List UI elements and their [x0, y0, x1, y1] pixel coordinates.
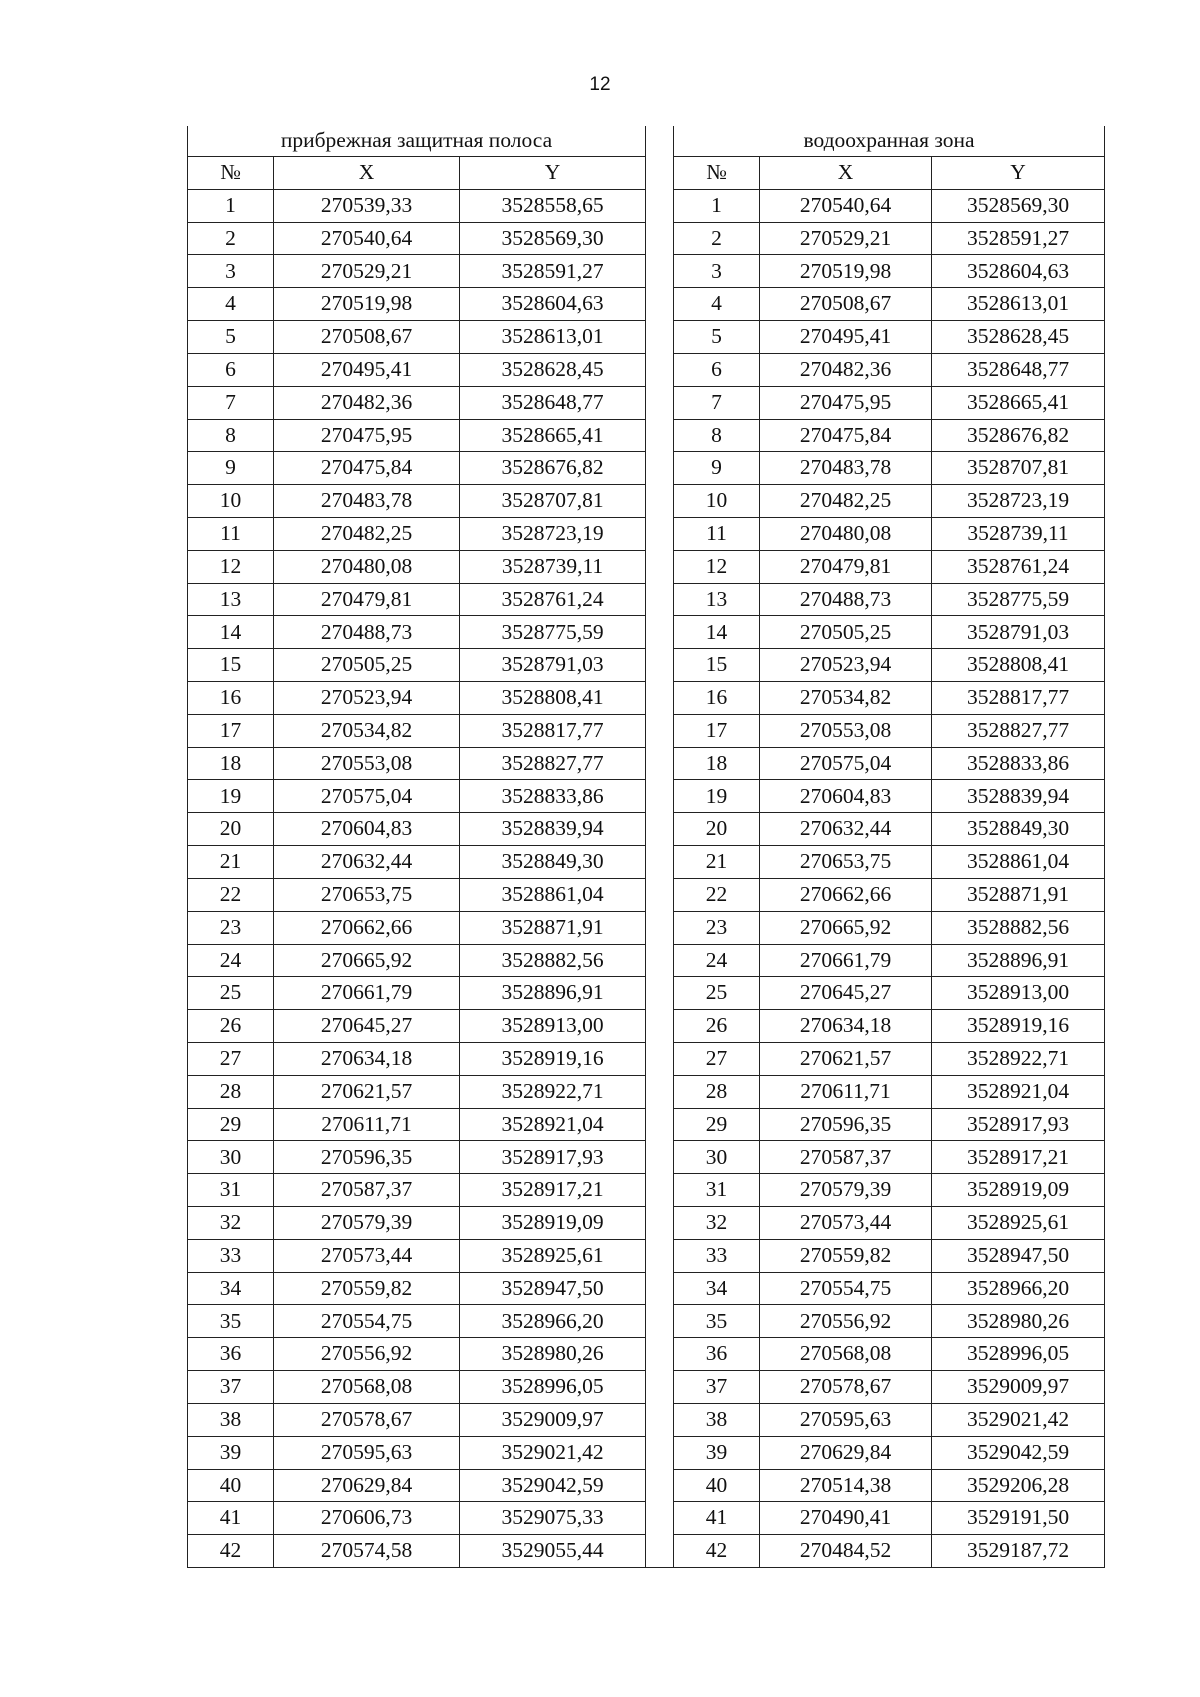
right-y-value: 3528996,05	[932, 1338, 1105, 1371]
right-x-value: 270629,84	[760, 1436, 932, 1469]
left-x-value: 270534,82	[274, 714, 460, 747]
right-x-value: 270475,95	[760, 386, 932, 419]
left-y-value: 3528569,30	[460, 222, 646, 255]
left-y-value: 3528613,01	[460, 321, 646, 354]
right-x-value: 270505,25	[760, 616, 932, 649]
right-point-number: 16	[674, 682, 760, 715]
right-y-value: 3528917,21	[932, 1141, 1105, 1174]
right-x-value: 270554,75	[760, 1272, 932, 1305]
left-y-value: 3528833,86	[460, 780, 646, 813]
right-point-number: 20	[674, 813, 760, 846]
left-point-number: 18	[188, 747, 274, 780]
left-x-value: 270523,94	[274, 682, 460, 715]
left-x-value: 270568,08	[274, 1371, 460, 1404]
left-x-value: 270529,21	[274, 255, 460, 288]
right-point-number: 10	[674, 485, 760, 518]
right-point-number: 7	[674, 386, 760, 419]
right-point-number: 8	[674, 419, 760, 452]
left-y-value: 3528839,94	[460, 813, 646, 846]
right-x-value: 270482,25	[760, 485, 932, 518]
left-num-header: №	[188, 157, 274, 190]
left-y-value: 3528604,63	[460, 288, 646, 321]
right-point-number: 6	[674, 353, 760, 386]
right-point-number: 17	[674, 714, 760, 747]
left-y-value: 3528922,71	[460, 1075, 646, 1108]
left-y-value: 3528808,41	[460, 682, 646, 715]
left-point-number: 12	[188, 550, 274, 583]
right-x-value: 270568,08	[760, 1338, 932, 1371]
right-point-number: 38	[674, 1403, 760, 1436]
left-y-value: 3528882,56	[460, 944, 646, 977]
right-x-value: 270519,98	[760, 255, 932, 288]
section-title-row	[188, 126, 1105, 157]
left-x-value: 270475,95	[274, 419, 460, 452]
right-x-value: 270595,63	[760, 1403, 932, 1436]
coordinates-table	[187, 126, 1105, 1568]
right-y-value: 3528919,09	[932, 1174, 1105, 1207]
left-y-value: 3528665,41	[460, 419, 646, 452]
right-x-value: 270596,35	[760, 1108, 932, 1141]
right-section-title: водоохранная зона	[674, 126, 1105, 157]
left-y-value: 3528817,77	[460, 714, 646, 747]
left-point-number: 41	[188, 1502, 274, 1535]
left-point-number: 39	[188, 1436, 274, 1469]
right-y-value: 3528947,50	[932, 1239, 1105, 1272]
right-x-value: 270559,82	[760, 1239, 932, 1272]
right-y-value: 3528849,30	[932, 813, 1105, 846]
right-y-value: 3528604,63	[932, 255, 1105, 288]
left-point-number: 35	[188, 1305, 274, 1338]
left-point-number: 6	[188, 353, 274, 386]
left-point-number: 9	[188, 452, 274, 485]
left-x-value: 270495,41	[274, 353, 460, 386]
right-x-value: 270514,38	[760, 1469, 932, 1502]
right-point-number: 14	[674, 616, 760, 649]
left-point-number: 3	[188, 255, 274, 288]
left-x-value: 270632,44	[274, 846, 460, 879]
right-point-number: 26	[674, 1010, 760, 1043]
right-x-value: 270575,04	[760, 747, 932, 780]
right-y-value: 3528966,20	[932, 1272, 1105, 1305]
left-point-number: 14	[188, 616, 274, 649]
left-x-value: 270634,18	[274, 1042, 460, 1075]
right-point-number: 18	[674, 747, 760, 780]
left-point-number: 13	[188, 583, 274, 616]
right-point-number: 34	[674, 1272, 760, 1305]
right-y-value: 3528665,41	[932, 386, 1105, 419]
left-point-number: 23	[188, 911, 274, 944]
left-y-value: 3528980,26	[460, 1338, 646, 1371]
left-point-number: 8	[188, 419, 274, 452]
page-number: 12	[589, 74, 611, 95]
left-x-value: 270587,37	[274, 1174, 460, 1207]
left-y-value: 3528739,11	[460, 550, 646, 583]
right-y-value: 3528723,19	[932, 485, 1105, 518]
left-point-number: 22	[188, 878, 274, 911]
left-point-number: 32	[188, 1207, 274, 1240]
right-x-value: 270662,66	[760, 878, 932, 911]
right-x-value: 270490,41	[760, 1502, 932, 1535]
left-y-value: 3528775,59	[460, 616, 646, 649]
right-x-value: 270495,41	[760, 321, 932, 354]
right-y-value: 3529206,28	[932, 1469, 1105, 1502]
left-x-value: 270559,82	[274, 1272, 460, 1305]
left-x-value: 270595,63	[274, 1436, 460, 1469]
right-x-value: 270483,78	[760, 452, 932, 485]
left-y-value: 3528707,81	[460, 485, 646, 518]
right-y-header: Y	[932, 157, 1105, 190]
left-y-value: 3528628,45	[460, 353, 646, 386]
left-y-value: 3528919,09	[460, 1207, 646, 1240]
right-y-value: 3528591,27	[932, 222, 1105, 255]
left-point-number: 42	[188, 1535, 274, 1568]
left-point-number: 33	[188, 1239, 274, 1272]
left-point-number: 17	[188, 714, 274, 747]
right-point-number: 11	[674, 517, 760, 550]
left-x-value: 270662,66	[274, 911, 460, 944]
left-y-value: 3528723,19	[460, 517, 646, 550]
right-point-number: 5	[674, 321, 760, 354]
left-point-number: 20	[188, 813, 274, 846]
right-y-value: 3528925,61	[932, 1207, 1105, 1240]
right-y-value: 3528628,45	[932, 321, 1105, 354]
left-y-value: 3528861,04	[460, 878, 646, 911]
right-x-value: 270634,18	[760, 1010, 932, 1043]
right-x-value: 270556,92	[760, 1305, 932, 1338]
right-x-value: 270645,27	[760, 977, 932, 1010]
left-x-value: 270645,27	[274, 1010, 460, 1043]
right-x-value: 270653,75	[760, 846, 932, 879]
right-point-number: 31	[674, 1174, 760, 1207]
right-y-value: 3528861,04	[932, 846, 1105, 879]
left-y-value: 3528917,21	[460, 1174, 646, 1207]
left-y-value: 3528791,03	[460, 649, 646, 682]
left-x-value: 270596,35	[274, 1141, 460, 1174]
right-x-value: 270479,81	[760, 550, 932, 583]
left-y-value: 3528925,61	[460, 1239, 646, 1272]
right-point-number: 13	[674, 583, 760, 616]
right-y-value: 3528980,26	[932, 1305, 1105, 1338]
right-y-value: 3528569,30	[932, 189, 1105, 222]
right-point-number: 36	[674, 1338, 760, 1371]
right-point-number: 37	[674, 1371, 760, 1404]
left-x-value: 270508,67	[274, 321, 460, 354]
right-y-value: 3528871,91	[932, 878, 1105, 911]
left-y-value: 3528966,20	[460, 1305, 646, 1338]
right-point-number: 1	[674, 189, 760, 222]
right-y-value: 3528775,59	[932, 583, 1105, 616]
left-y-value: 3529055,44	[460, 1535, 646, 1568]
left-point-number: 37	[188, 1371, 274, 1404]
left-x-header: X	[274, 157, 460, 190]
right-point-number: 25	[674, 977, 760, 1010]
right-point-number: 4	[674, 288, 760, 321]
right-point-number: 24	[674, 944, 760, 977]
right-x-value: 270604,83	[760, 780, 932, 813]
right-point-number: 40	[674, 1469, 760, 1502]
right-y-value: 3529042,59	[932, 1436, 1105, 1469]
right-x-value: 270553,08	[760, 714, 932, 747]
left-y-value: 3528996,05	[460, 1371, 646, 1404]
right-y-value: 3528761,24	[932, 550, 1105, 583]
right-y-value: 3528922,71	[932, 1042, 1105, 1075]
left-x-value: 270578,67	[274, 1403, 460, 1436]
right-x-value: 270508,67	[760, 288, 932, 321]
left-point-number: 24	[188, 944, 274, 977]
right-x-value: 270611,71	[760, 1075, 932, 1108]
left-x-value: 270475,84	[274, 452, 460, 485]
right-x-value: 270523,94	[760, 649, 932, 682]
left-point-number: 1	[188, 189, 274, 222]
left-point-number: 25	[188, 977, 274, 1010]
right-point-number: 35	[674, 1305, 760, 1338]
right-point-number: 19	[674, 780, 760, 813]
left-y-value: 3528917,93	[460, 1141, 646, 1174]
right-point-number: 28	[674, 1075, 760, 1108]
right-x-value: 270529,21	[760, 222, 932, 255]
right-y-value: 3529191,50	[932, 1502, 1105, 1535]
left-x-value: 270482,25	[274, 517, 460, 550]
right-x-header: X	[760, 157, 932, 190]
right-y-value: 3529187,72	[932, 1535, 1105, 1568]
left-point-number: 10	[188, 485, 274, 518]
right-y-value: 3528921,04	[932, 1075, 1105, 1108]
right-y-value: 3528817,77	[932, 682, 1105, 715]
left-x-value: 270621,57	[274, 1075, 460, 1108]
right-point-number: 9	[674, 452, 760, 485]
left-point-number: 16	[188, 682, 274, 715]
left-point-number: 36	[188, 1338, 274, 1371]
left-y-value: 3528921,04	[460, 1108, 646, 1141]
right-point-number: 33	[674, 1239, 760, 1272]
right-point-number: 30	[674, 1141, 760, 1174]
right-point-number: 39	[674, 1436, 760, 1469]
left-y-value: 3528761,24	[460, 583, 646, 616]
left-x-value: 270554,75	[274, 1305, 460, 1338]
right-point-number: 27	[674, 1042, 760, 1075]
right-point-number: 32	[674, 1207, 760, 1240]
left-y-value: 3528676,82	[460, 452, 646, 485]
left-x-value: 270519,98	[274, 288, 460, 321]
left-point-number: 11	[188, 517, 274, 550]
left-x-value: 270661,79	[274, 977, 460, 1010]
right-num-header: №	[674, 157, 760, 190]
table-gap-column	[646, 126, 674, 1567]
left-y-value: 3528648,77	[460, 386, 646, 419]
left-x-value: 270604,83	[274, 813, 460, 846]
left-y-value: 3528871,91	[460, 911, 646, 944]
left-point-number: 4	[188, 288, 274, 321]
left-x-value: 270653,75	[274, 878, 460, 911]
left-y-value: 3529075,33	[460, 1502, 646, 1535]
right-point-number: 3	[674, 255, 760, 288]
left-y-header: Y	[460, 157, 646, 190]
left-point-number: 30	[188, 1141, 274, 1174]
left-y-value: 3528919,16	[460, 1042, 646, 1075]
right-x-value: 270665,92	[760, 911, 932, 944]
right-x-value: 270578,67	[760, 1371, 932, 1404]
left-x-value: 270556,92	[274, 1338, 460, 1371]
left-point-number: 26	[188, 1010, 274, 1043]
right-point-number: 23	[674, 911, 760, 944]
left-point-number: 31	[188, 1174, 274, 1207]
left-point-number: 7	[188, 386, 274, 419]
left-y-value: 3529021,42	[460, 1436, 646, 1469]
left-x-value: 270540,64	[274, 222, 460, 255]
right-x-value: 270534,82	[760, 682, 932, 715]
left-x-value: 270573,44	[274, 1239, 460, 1272]
right-point-number: 15	[674, 649, 760, 682]
left-y-value: 3528558,65	[460, 189, 646, 222]
right-y-value: 3528707,81	[932, 452, 1105, 485]
right-x-value: 270488,73	[760, 583, 932, 616]
left-point-number: 21	[188, 846, 274, 879]
right-x-value: 270621,57	[760, 1042, 932, 1075]
left-x-value: 270480,08	[274, 550, 460, 583]
left-x-value: 270575,04	[274, 780, 460, 813]
left-point-number: 15	[188, 649, 274, 682]
left-point-number: 38	[188, 1403, 274, 1436]
right-y-value: 3528913,00	[932, 977, 1105, 1010]
right-x-value: 270482,36	[760, 353, 932, 386]
right-y-value: 3528882,56	[932, 911, 1105, 944]
left-section-title: прибрежная защитная полоса	[188, 126, 646, 157]
left-x-value: 270665,92	[274, 944, 460, 977]
left-x-value: 270611,71	[274, 1108, 460, 1141]
right-y-value: 3529021,42	[932, 1403, 1105, 1436]
left-y-value: 3528827,77	[460, 747, 646, 780]
right-x-value: 270579,39	[760, 1174, 932, 1207]
right-y-value: 3528739,11	[932, 517, 1105, 550]
right-x-value: 270661,79	[760, 944, 932, 977]
right-point-number: 2	[674, 222, 760, 255]
left-point-number: 40	[188, 1469, 274, 1502]
left-x-value: 270606,73	[274, 1502, 460, 1535]
right-y-value: 3528917,93	[932, 1108, 1105, 1141]
left-x-value: 270539,33	[274, 189, 460, 222]
left-x-value: 270553,08	[274, 747, 460, 780]
right-x-value: 270632,44	[760, 813, 932, 846]
left-point-number: 28	[188, 1075, 274, 1108]
left-y-value: 3528913,00	[460, 1010, 646, 1043]
right-point-number: 42	[674, 1535, 760, 1568]
left-x-value: 270483,78	[274, 485, 460, 518]
right-x-value: 270587,37	[760, 1141, 932, 1174]
left-point-number: 29	[188, 1108, 274, 1141]
left-y-value: 3529009,97	[460, 1403, 646, 1436]
left-y-value: 3528947,50	[460, 1272, 646, 1305]
left-x-value: 270629,84	[274, 1469, 460, 1502]
right-point-number: 12	[674, 550, 760, 583]
left-point-number: 27	[188, 1042, 274, 1075]
right-point-number: 41	[674, 1502, 760, 1535]
right-point-number: 29	[674, 1108, 760, 1141]
right-y-value: 3528676,82	[932, 419, 1105, 452]
left-x-value: 270479,81	[274, 583, 460, 616]
left-x-value: 270505,25	[274, 649, 460, 682]
right-point-number: 21	[674, 846, 760, 879]
right-x-value: 270480,08	[760, 517, 932, 550]
right-y-value: 3528613,01	[932, 288, 1105, 321]
left-x-value: 270482,36	[274, 386, 460, 419]
left-x-value: 270579,39	[274, 1207, 460, 1240]
right-y-value: 3528896,91	[932, 944, 1105, 977]
right-x-value: 270475,84	[760, 419, 932, 452]
right-y-value: 3528791,03	[932, 616, 1105, 649]
left-point-number: 19	[188, 780, 274, 813]
right-x-value: 270540,64	[760, 189, 932, 222]
left-point-number: 5	[188, 321, 274, 354]
right-y-value: 3528827,77	[932, 714, 1105, 747]
left-y-value: 3528591,27	[460, 255, 646, 288]
right-y-value: 3528833,86	[932, 747, 1105, 780]
right-y-value: 3528808,41	[932, 649, 1105, 682]
left-y-value: 3528896,91	[460, 977, 646, 1010]
left-point-number: 34	[188, 1272, 274, 1305]
left-y-value: 3529042,59	[460, 1469, 646, 1502]
right-x-value: 270484,52	[760, 1535, 932, 1568]
right-point-number: 22	[674, 878, 760, 911]
right-x-value: 270573,44	[760, 1207, 932, 1240]
left-x-value: 270574,58	[274, 1535, 460, 1568]
right-y-value: 3528839,94	[932, 780, 1105, 813]
right-y-value: 3528919,16	[932, 1010, 1105, 1043]
right-y-value: 3528648,77	[932, 353, 1105, 386]
left-y-value: 3528849,30	[460, 846, 646, 879]
left-point-number: 2	[188, 222, 274, 255]
left-x-value: 270488,73	[274, 616, 460, 649]
right-y-value: 3529009,97	[932, 1371, 1105, 1404]
